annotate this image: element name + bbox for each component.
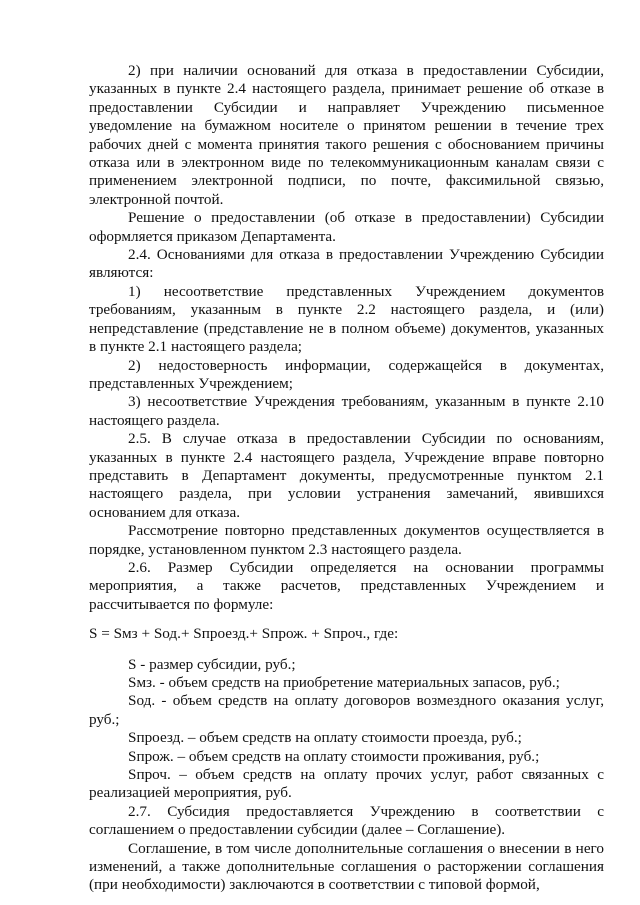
- paragraph-resubmission: Рассмотрение повторно представленных документов осуществляется в порядке, установленном пунктом 2.3 настоящего раздела.: [89, 522, 604, 558]
- definition-sproezd: Sпроезд. – объем средств на оплату стоимости проезда, руб.;: [128, 729, 522, 747]
- paragraph-refusal-notice: 2) при наличии оснований для отказа в предоставлении Субсидии, указанных в пункте 2.4 настоящего раздела, принимает решение об отказе в предоставлении Субсидии и направляет Учреждению письменное уведомление на бумажном носителе о принятом решении в течение трех рабочих дней с момента принятия такого решения с обоснованием причины отказа или в электронном виде по телекоммуникационным каналам связи с применением электронной подписи, по почте, факсимильной связью, электронной почтой.: [89, 62, 604, 208]
- paragraph-2-4-heading: 2.4. Основаниями для отказа в предоставлении Учреждению Субсидии являются:: [89, 246, 604, 282]
- paragraph-2-4-item-3: 3) несоответствие Учреждения требованиям, указанным в пункте 2.10 настоящего раздела.: [89, 393, 604, 429]
- paragraph-2-6: 2.6. Размер Субсидии определяется на основании программы мероприятия, а также расчетов, представленных Учреждением и рассчитывается по формуле:: [89, 558, 604, 613]
- definition-sproch: Sпроч. – объем средств на оплату прочих услуг, работ связанных с реализацией мероприятия, руб.: [89, 766, 604, 802]
- paragraph-2-7: 2.7. Субсидия предоставляется Учреждению в соответствии с соглашением о предоставлении субсидии (далее – Соглашение).: [89, 802, 604, 839]
- paragraph-2-4-item-2: 2) недостоверность информации, содержащейся в документах, представленных Учреждением;: [89, 356, 604, 392]
- paragraph-2-5: 2.5. В случае отказа в предоставлении Субсидии по основаниям, указанных в пункте 2.4 настоящего раздела, Учреждение вправе повторно представить в Департамент документы, предусмотренные пунктом 2.1 настоящего раздела, при условии устранения замечаний, явившихся основанием для отказа.: [89, 430, 604, 521]
- definition-smz: Sмз. - объем средств на приобретение материальных запасов, руб.;: [128, 674, 560, 691]
- paragraph-2-4-item-1: 1) несоответствие представленных Учреждением документов требованиям, указанным в пункте 2.2 настоящего раздела, и (или) непредставление (представление не в полном объеме) документов, указанных в пункте 2.1 настоящего раздела;: [89, 282, 604, 356]
- definition-sod: Sод. - объем средств на оплату договоров возмездного оказания услуг, руб.;: [89, 692, 604, 728]
- paragraph-agreement: Соглашение, в том числе дополнительные соглашения о внесении в него изменений, а также дополнительные соглашения о расторжении соглашения (при необходимости) заключаются в соответствии с типовой формой,: [89, 839, 604, 894]
- paragraph-decision-order: Решение о предоставлении (об отказе в предоставлении) Субсидии оформляется приказом Департамента.: [89, 209, 604, 245]
- definition-sprozh: Sпрож. – объем средств на оплату стоимости проживания, руб.;: [128, 747, 540, 765]
- subsidy-formula: S = Sмз + Sод.+ Sпроезд.+ Sпрож. + Sпроч., где:: [89, 625, 399, 643]
- definition-s: S - размер субсидии, руб.;: [128, 655, 296, 673]
- document-body: [89, 62, 604, 895]
